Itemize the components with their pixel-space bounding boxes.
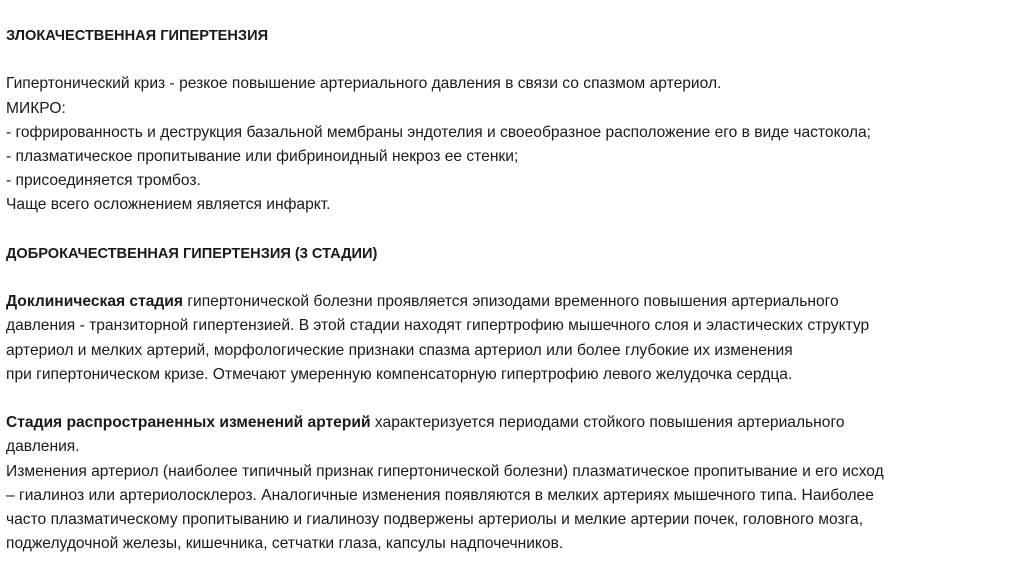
slide-content (6, 24, 1018, 556)
widespread-text: часто плазматическому пропитыванию и гиалинозу подвержены артериолы и мелкие артерии почек, головного мозга, (6, 511, 864, 528)
crisis-definition: Гипертонический криз - резкое повышение артериального давления в связи со спазмом артериол. (6, 75, 722, 93)
widespread-text: давления. (6, 438, 80, 456)
preclinical-paragraph (6, 290, 1018, 314)
widespread-text: характеризуется периодами стойкого повышения артериального (370, 414, 845, 432)
widespread-text: – гиалиноз или артериолосклероз. Аналогичные изменения появляются в мелких артериях мышечного типа. Наиболее (6, 486, 874, 504)
preclinical-term: Доклиническая стадия (6, 293, 183, 311)
preclinical-text: гипертонической болезни проявляется эпизодами временного повышения артериального (182, 293, 839, 311)
spacer (6, 218, 1018, 242)
preclinical-text: при гипертоническом кризе. Отмечают умеренную компенсаторную гипертрофию левого желудочка сердца. (6, 365, 793, 383)
widespread-text: поджелудочной железы, кишечника, сетчатки глаза, капсулы надпочечников. (6, 535, 564, 553)
spacer (6, 48, 1018, 72)
preclinical-text: артериол и мелких артерий, морфологические признаки спазма артериол или более глубокие их изменения (6, 341, 793, 359)
micro-item: - присоединяется тромбоз. (6, 172, 201, 190)
preclinical-text: давления - транзиторной гипертензией. В этой стадии находят гипертрофию мышечного слоя и эластических структур (6, 317, 870, 335)
benign-heading: ДОБРОКАЧЕСТВЕННАЯ ГИПЕРТЕНЗИЯ (3 СТАДИИ) (6, 245, 378, 262)
complication-text: Чаще всего осложнением является инфаркт. (6, 196, 331, 214)
widespread-paragraph (6, 411, 1018, 435)
micro-item: - гофрированность и деструкция базальной мембраны эндотелия и своеобразное расположение его в виде частокола; (6, 123, 872, 141)
widespread-term: Стадия распространенных изменений артерий (6, 414, 371, 432)
micro-label: МИКРО: (6, 99, 66, 117)
spacer (6, 387, 1018, 411)
malignant-heading: ЗЛОКАЧЕСТВЕННАЯ ГИПЕРТЕНЗИЯ (6, 28, 269, 44)
widespread-text: Изменения артериол (наиболее типичный признак гипертонической болезни) плазматическое пропитывание и его исход (6, 462, 884, 480)
spacer (6, 266, 1018, 290)
micro-item: - плазматическое пропитывание или фибриноидный некроз ее стенки; (6, 148, 519, 165)
